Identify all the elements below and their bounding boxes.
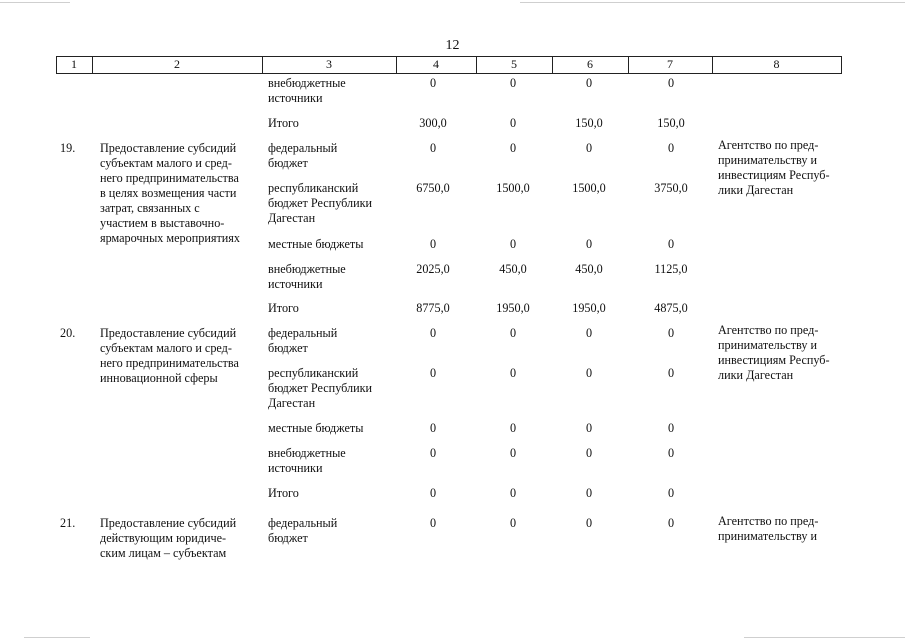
row-number: 20. <box>60 326 76 340</box>
agency-text: Агентство по пред- <box>718 323 819 337</box>
agency-text: лики Дагестан <box>718 368 794 382</box>
measure-name: него предпринимательства <box>100 171 239 185</box>
value-cell: 0 <box>429 141 437 155</box>
value-cell: 0 <box>429 486 437 500</box>
scan-artifact <box>24 637 90 638</box>
source-label: бюджет <box>268 531 308 545</box>
measure-name: Предоставление субсидий <box>100 141 237 155</box>
row-number: 21. <box>60 516 76 530</box>
source-label: местные бюджеты <box>268 237 364 251</box>
value-cell: 0 <box>509 516 517 530</box>
source-label: федеральный <box>268 326 338 340</box>
measure-name: Предоставление субсидий <box>100 516 237 530</box>
value-cell: 0 <box>509 421 517 435</box>
value-cell: 0 <box>667 446 675 460</box>
agency-text: лики Дагестан <box>718 183 794 197</box>
value-cell: 8775,0 <box>416 301 450 315</box>
value-cell: 2025,0 <box>416 262 450 276</box>
value-cell: 0 <box>585 326 593 340</box>
header-col-1: 1 <box>71 57 77 71</box>
value-cell: 1500,0 <box>572 181 606 195</box>
value-cell: 0 <box>667 421 675 435</box>
value-cell: 0 <box>667 237 675 251</box>
value-cell: 4875,0 <box>654 301 688 315</box>
source-label: Дагестан <box>268 396 316 410</box>
value-cell: 0 <box>667 326 675 340</box>
value-cell: 0 <box>509 237 517 251</box>
header-col-3: 3 <box>326 57 332 71</box>
agency-text: Агентство по пред- <box>718 138 819 152</box>
source-label: Дагестан <box>268 211 316 225</box>
header-col-6: 6 <box>587 57 593 71</box>
value-cell: 0 <box>667 366 675 380</box>
value-cell: 3750,0 <box>654 181 688 195</box>
value-cell: 150,0 <box>657 116 685 130</box>
value-cell: 0 <box>585 76 593 90</box>
source-label: федеральный <box>268 516 338 530</box>
value-cell: 0 <box>509 366 517 380</box>
measure-name: Предоставление субсидий <box>100 326 237 340</box>
measure-name: ярмарочных мероприятиях <box>100 231 241 245</box>
source-label: бюджет <box>268 341 308 355</box>
value-cell: 0 <box>429 446 437 460</box>
value-cell: 1950,0 <box>572 301 606 315</box>
value-cell: 0 <box>509 486 517 500</box>
value-cell: 0 <box>429 421 437 435</box>
value-cell: 0 <box>509 76 517 90</box>
value-cell: 0 <box>585 366 593 380</box>
value-cell: 0 <box>429 326 437 340</box>
header-col-8: 8 <box>773 57 780 71</box>
page-number: 12 <box>445 38 460 53</box>
agency-text: принимательству и <box>718 338 818 352</box>
source-label: источники <box>268 461 323 475</box>
value-cell: 0 <box>429 366 437 380</box>
value-cell: 0 <box>667 76 675 90</box>
value-cell: 0 <box>585 421 593 435</box>
value-cell: 1500,0 <box>496 181 530 195</box>
value-cell: 0 <box>585 486 593 500</box>
source-label: бюджет Республики <box>268 196 373 210</box>
source-label: федеральный <box>268 141 338 155</box>
source-label: республиканский <box>268 181 359 195</box>
source-label: внебюджетные <box>268 76 346 90</box>
header-col-4: 4 <box>433 57 439 71</box>
value-cell: 0 <box>585 141 593 155</box>
value-cell: 0 <box>509 116 517 130</box>
value-cell: 1950,0 <box>496 301 530 315</box>
value-cell: 6750,0 <box>416 181 450 195</box>
header-col-2: 2 <box>174 57 180 71</box>
measure-name: него предпринимательства <box>100 356 239 370</box>
value-cell: 0 <box>429 516 437 530</box>
agency-text: инвестициям Респуб- <box>718 168 830 182</box>
source-label: внебюджетные <box>268 262 346 276</box>
value-cell: 0 <box>509 141 517 155</box>
table-header-row <box>56 56 842 74</box>
measure-name: действующим юридиче- <box>100 531 227 545</box>
value-cell: 0 <box>585 446 593 460</box>
source-label: источники <box>268 91 323 105</box>
source-label: бюджет <box>268 156 308 170</box>
value-cell: 450,0 <box>575 262 603 276</box>
value-cell: 1125,0 <box>654 262 688 276</box>
scan-artifact <box>520 2 905 3</box>
value-cell: 0 <box>429 76 437 90</box>
value-cell: 0 <box>585 516 593 530</box>
value-cell: 300,0 <box>419 116 447 130</box>
measure-name: субъектам малого и сред- <box>100 341 232 355</box>
source-label: Итого <box>268 486 299 500</box>
source-label: источники <box>268 277 323 291</box>
agency-text: принимательству и <box>718 153 818 167</box>
value-cell: 0 <box>667 486 675 500</box>
source-label: Итого <box>268 116 299 130</box>
value-cell: 0 <box>509 446 517 460</box>
header-col-7: 7 <box>667 57 673 71</box>
measure-name: в целях возмещения части <box>100 186 237 200</box>
source-label: местные бюджеты <box>268 421 364 435</box>
measure-name: инновационной сферы <box>100 371 218 385</box>
value-cell: 0 <box>585 237 593 251</box>
source-label: Итого <box>268 301 299 315</box>
measure-name: ским лицам – субъектам <box>100 546 227 560</box>
source-label: бюджет Республики <box>268 381 373 395</box>
row-number: 19. <box>60 141 76 155</box>
value-cell: 0 <box>667 516 675 530</box>
measure-name: участием в выставочно- <box>100 216 225 230</box>
value-cell: 450,0 <box>499 262 527 276</box>
agency-text: инвестициям Респуб- <box>718 353 830 367</box>
value-cell: 0 <box>667 141 675 155</box>
header-col-5: 5 <box>511 57 517 71</box>
value-cell: 150,0 <box>575 116 603 130</box>
agency-text: принимательству и <box>718 529 818 543</box>
measure-name: затрат, связанных с <box>100 201 200 215</box>
measure-name: субъектам малого и сред- <box>100 156 232 170</box>
source-label: внебюджетные <box>268 446 346 460</box>
agency-text: Агентство по пред- <box>718 514 819 528</box>
scan-artifact <box>0 2 70 3</box>
value-cell: 0 <box>509 326 517 340</box>
source-label: республиканский <box>268 366 359 380</box>
value-cell: 0 <box>429 237 437 251</box>
scan-artifact <box>744 637 905 638</box>
